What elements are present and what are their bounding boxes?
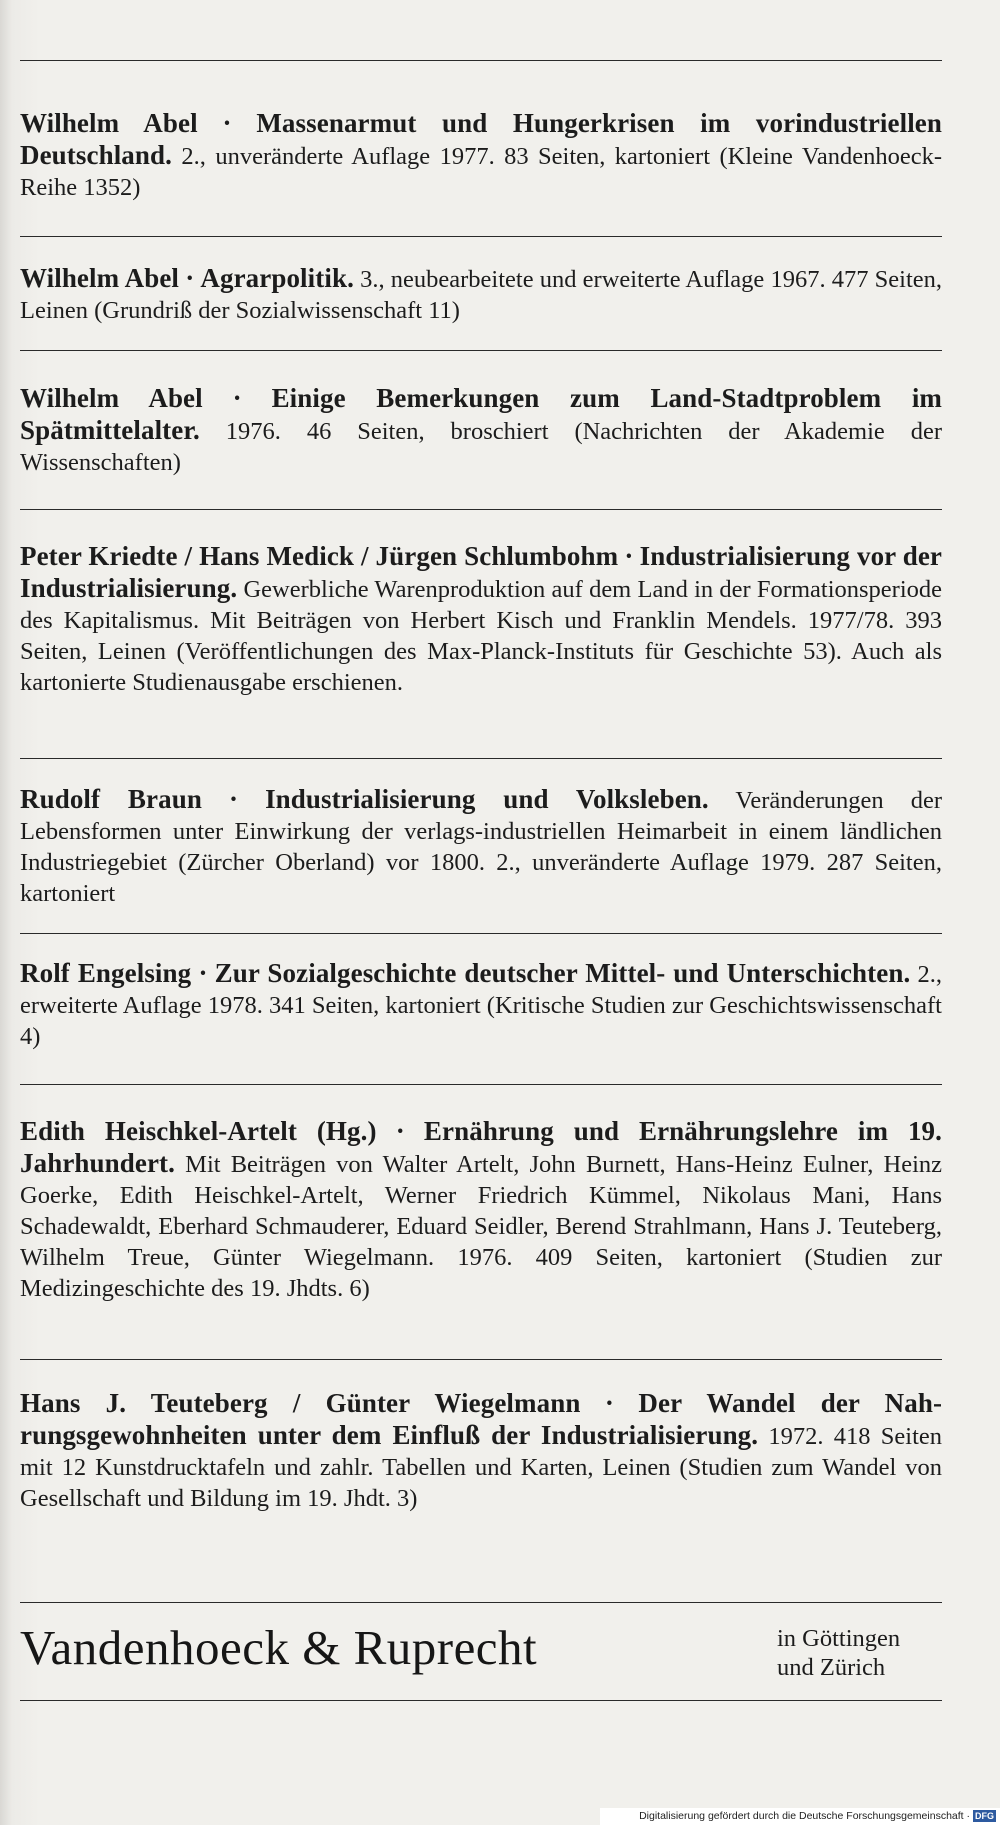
entry-separator: ·	[222, 108, 232, 138]
divider-rule	[20, 236, 942, 237]
publisher-place-line: und Zürich	[777, 1654, 886, 1681]
entry-title: Zur Sozialgeschichte deutscher Mittel- und Unterschichten.	[214, 958, 911, 988]
divider-rule	[20, 1084, 942, 1085]
entry-title: Der Wandel der Nahrungsgewohnheiten unter dem Einfluß der Industrialisierung.	[20, 1388, 942, 1450]
dfg-logo: DFG	[975, 1811, 994, 1822]
entry-authors: Rudolf Braun	[20, 784, 202, 814]
entry-authors: Rolf Engelsing	[20, 958, 192, 988]
entry-separator: ·	[604, 1388, 614, 1418]
divider-rule	[20, 509, 942, 510]
entry-authors: Wilhelm Abel	[20, 108, 198, 138]
entry-title: Agrarpolitik.	[200, 263, 354, 293]
publisher-name: Vandenhoeck & Ruprecht	[20, 1620, 538, 1675]
digitization-footer	[600, 1808, 1000, 1825]
divider-rule	[20, 60, 942, 61]
entry-details: 3., neubearbeitete und erweiterte Auflage 1967. 477 Seiten, Leinen (Grundriß der Sozialwissenschaft 11)	[20, 266, 943, 324]
divider-rule	[20, 1602, 942, 1603]
book-entry-7	[20, 1116, 942, 1304]
divider-rule	[20, 1359, 942, 1360]
entry-authors: Wilhelm Abel	[20, 263, 180, 293]
book-entry-1	[20, 108, 942, 203]
entry-details: Veränderungen der Lebensformen unter Einwirkung der verlags-industriellen Heimarbeit in einem ländlichen Industriegebiet (Zürcher Oberland) vor 1800. 2., unveränderte Auflage 1979. 287 Seiten, kartoniert	[20, 787, 943, 907]
publisher-place-line: in Göttingen	[777, 1625, 901, 1652]
entry-title: Einige Bemerkungen zum Land-Stadtproblem im Spätmittelalter.	[20, 383, 943, 445]
book-entry-5	[20, 784, 942, 909]
divider-rule	[20, 350, 942, 351]
book-entry-6	[20, 958, 942, 1052]
publisher-places	[777, 1624, 947, 1682]
book-entry-2	[20, 263, 942, 326]
entry-separator: ·	[185, 263, 195, 293]
entry-authors: Hans J. Teuteberg / Günter Wiegelmann	[20, 1388, 581, 1418]
divider-rule	[20, 1700, 942, 1701]
entry-title: Massenarmut und Hungerkrisen im vorindustriellen Deutschland.	[20, 108, 942, 170]
entry-title: Industrialisierung vor der Industrialisierung.	[20, 541, 943, 603]
entry-title: Ernährung und Ernährungslehre im 19. Jahrhundert.	[20, 1116, 942, 1178]
entry-details: Mit Beiträgen von Walter Artelt, John Burnett, Hans-Heinz Eulner, Heinz Goerke, Edith Heischkel-Artelt, Werner Friedrich Kümmel, Nikolaus Mani, Hans Schadewaldt, Eberhard Schmauderer, Eduard Seidler, Berend Strahlmann, Hans J. Teuteberg, Wilhelm Treue, Günter Wiegelmann. 1976. 409 Seiten, kartoniert (Studien zur Medizingeschichte des 19. Jhdts. 6)	[20, 1151, 943, 1302]
entry-authors: Edith Heischkel-Artelt (Hg.)	[20, 1116, 377, 1146]
book-entry-8	[20, 1388, 942, 1514]
entry-separator: ·	[395, 1116, 405, 1146]
entry-details: Gewerbliche Warenproduktion auf dem Land in der Formationsperiode des Kapitalismus. Mit Beiträgen von Herbert Kisch und Franklin Mendels. 1977/78. 393 Seiten, Leinen (Veröffentlichungen des Max-Planck-Instituts für Geschichte 53). Auch als kartonierte Studienausgabe erschienen.	[20, 576, 943, 696]
divider-rule	[20, 933, 942, 934]
entry-details: 2., unveränderte Auflage 1977. 83 Seiten, kartoniert (Kleine Vandenhoeck-Reihe 1352)	[20, 143, 943, 201]
book-entry-4	[20, 541, 942, 698]
book-entry-3	[20, 383, 942, 478]
entry-authors: Wilhelm Abel	[20, 383, 203, 413]
entry-separator: ·	[229, 784, 239, 814]
entry-separator: ·	[198, 958, 208, 988]
footer-text: Digitalisierung gefördert durch die Deutsche Forschungsgemeinschaft ·	[639, 1810, 970, 1822]
entry-separator: ·	[624, 541, 634, 571]
entry-authors: Peter Kriedte / Hans Medick / Jürgen Schlumbohm	[20, 541, 619, 571]
entry-details: 1972. 418 Seiten mit 12 Kunstdrucktafeln und zahlr. Tabellen und Karten, Leinen (Studien zum Wandel von Gesellschaft und Bildung im 19. Jhdt. 3)	[20, 1423, 942, 1512]
entry-details: 1976. 46 Seiten, broschiert (Nachrichten der Akademie der Wissenschaften)	[20, 418, 943, 476]
entry-separator: ·	[232, 383, 242, 413]
entry-details: 2., erweiterte Auflage 1978. 341 Seiten, kartoniert (Kritische Studien zur Geschichtswissenschaft 4)	[20, 961, 942, 1050]
divider-rule	[20, 758, 942, 759]
entry-title: Industrialisierung und Volksleben.	[265, 784, 709, 814]
